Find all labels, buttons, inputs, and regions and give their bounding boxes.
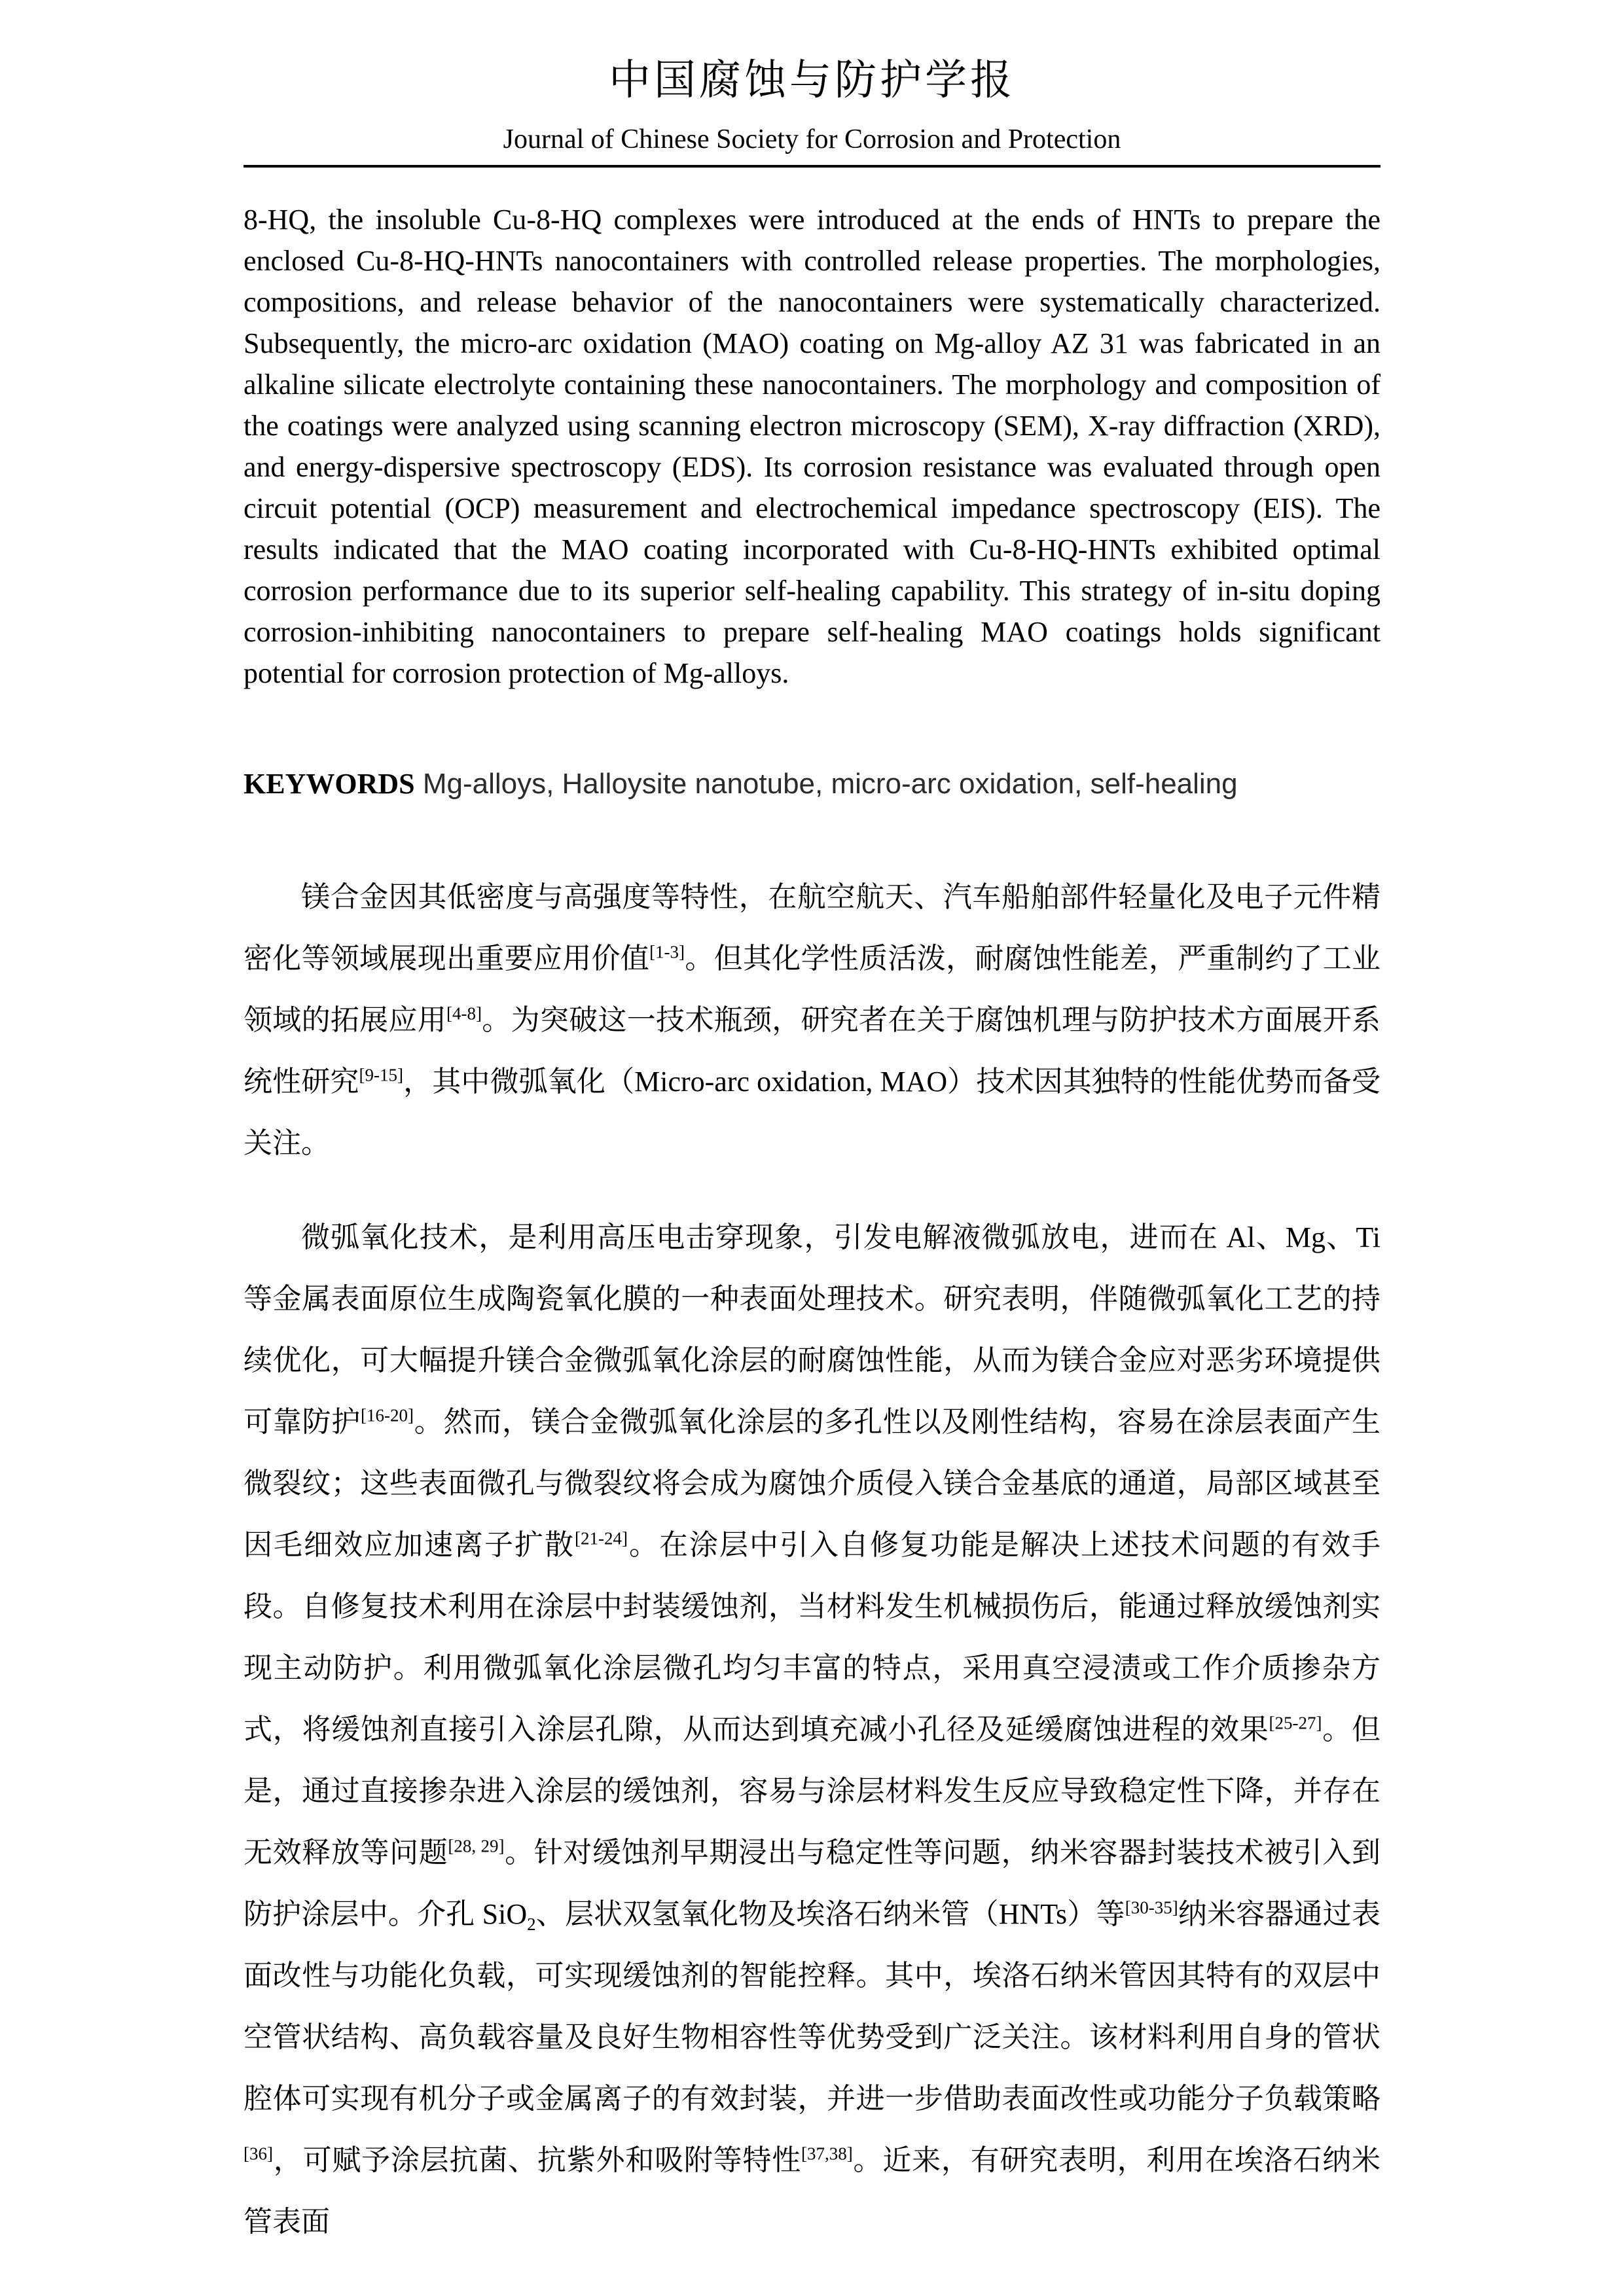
citation-reference: [1-3] [649,942,685,962]
citation-reference: [25-27] [1269,1713,1322,1733]
citation-reference: [4-8] [446,1003,482,1024]
header-divider [244,165,1380,168]
citation-reference: [37,38] [801,2144,853,2164]
citation-reference: [16-20] [361,1405,414,1426]
keywords-text: Mg-alloys, Halloysite nanotube, micro-arc oxidation, self-healing [414,767,1238,800]
text-run: 。在涂层中引入自修复功能是解决上述技术问题的有效手段。自修复技术利用在涂层中封装缓蚀剂，当材料发生机械损伤后，能通过释放缓蚀剂实现主动防护。利用微弧氧化涂层微孔均匀丰富的特点，采用真空浸渍或工作介质掺杂方式，将缓蚀剂直接引入涂层孔隙，从而达到填充减小孔径及延缓腐蚀进程的效果 [244,1528,1381,1746]
keywords-line [244,764,1380,804]
text-run: 。但是，通过直接掺杂进入涂层的缓蚀剂，容易与涂层材料发生反应导致稳定性下降，并存在无效释放等问题 [244,1713,1380,1869]
text-run: ，可赋予涂层抗菌、抗紫外和吸附等特性 [272,2144,802,2176]
journal-header [244,56,1380,168]
text-run: ，其中微弧氧化（Micro-arc oxidation, MAO）技术因其独特的性能优势而备受关注。 [244,1065,1380,1159]
text-run: 镁合金因其低密度与高强度等特性，在航空航天、汽车船舶部件轻量化及电子元件精密化等领域展现出重要应用价值 [244,880,1380,975]
text-run: 、层状双氢氧化物及埃洛石纳米管（HNTs）等 [535,1897,1125,1930]
body-paragraph [244,1207,1380,2253]
text-run: 微弧氧化技术，是利用高压电击穿现象，引发电解液微弧放电，进而在 Al、Mg、Ti 等金属表面原位生成陶瓷氧化膜的一种表面处理技术。研究表明，伴随微弧氧化工艺的持续优化，可大幅提升镁合金微弧氧化涂层的耐腐蚀性能，从而为镁合金应对恶劣环境提供可靠防护 [244,1221,1380,1438]
citation-reference: [30-35] [1125,1897,1178,1918]
text-run: 纳米容器通过表面改性与功能化负载，可实现缓蚀剂的智能控释。其中，埃洛石纳米管因其特有的双层中空管状结构、高负载容量及良好生物相容性等优势受到广泛关注。该材料利用自身的管状腔体可实现有机分子或金属离子的有效封装，并进一步借助表面改性或功能分子负载策略 [244,1897,1380,2115]
text-run: 。针对缓蚀剂早期浸出与稳定性等问题，纳米容器封装技术被引入到防护涂层中。介孔 SiO [244,1836,1381,1930]
keywords-label: KEYWORDS [244,767,415,800]
body-paragraph [244,867,1380,1174]
page-body [244,199,1380,2253]
text-run: 。近来，有研究表明，利用在埃洛石纳米管表面 [244,2144,1381,2238]
chemical-subscript: 2 [527,1914,536,1934]
citation-reference: [28, 29] [448,1836,505,1856]
citation-reference: [36] [244,2144,273,2164]
abstract-paragraph: 8-HQ, the insoluble Cu-8-HQ complexes were introduced at the ends of HNTs to prepare the enclosed Cu-8-HQ-HNTs nanocontainers with controlled release properties. The morphologies, compositions, and release behavior of the nanocontainers were systematically characterized. Subsequently, the micro-arc oxidation (MAO) coating on Mg-alloy AZ 31 was fabricated in an alkaline silicate electrolyte containing these nanocontainers. The morphology and composition of the coatings were analyzed using scanning electron microscopy (SEM), X-ray diffraction (XRD), and energy-dispersive spectroscopy (EDS). Its corrosion resistance was evaluated through open circuit potential (OCP) measurement and electrochemical impedance spectroscopy (EIS). The results indicated that the MAO coating incorporated with Cu-8-HQ-HNTs exhibited optimal corrosion performance due to its superior self-healing capability. This strategy of in-situ doping corrosion-inhibiting nanocontainers to prepare self-healing MAO coatings holds significant potential for corrosion protection of Mg-alloys. [244,203,1380,689]
text-run: 。但其化学性质活泼，耐腐蚀性能差，严重制约了工业领域的拓展应用 [244,942,1381,1036]
citation-reference: [9-15] [359,1065,403,1085]
text-run: 。为突破这一技术瓶颈，研究者在关于腐蚀机理与防护技术方面展开系统性研究 [244,1003,1380,1098]
chinese-body-paragraphs [244,867,1380,2253]
text-run: 。然而，镁合金微弧氧化涂层的多孔性以及刚性结构，容易在涂层表面产生微裂纹；这些表面微孔与微裂纹将会成为腐蚀介质侵入镁合金基底的通道，局部区域甚至因毛细效应加速离子扩散 [244,1405,1380,1561]
journal-title-english: Journal of Chinese Society for Corrosion and Protection [503,124,1121,154]
journal-title-chinese: 中国腐蚀与防护学报 [609,57,1015,103]
citation-reference: [21-24] [575,1528,628,1549]
